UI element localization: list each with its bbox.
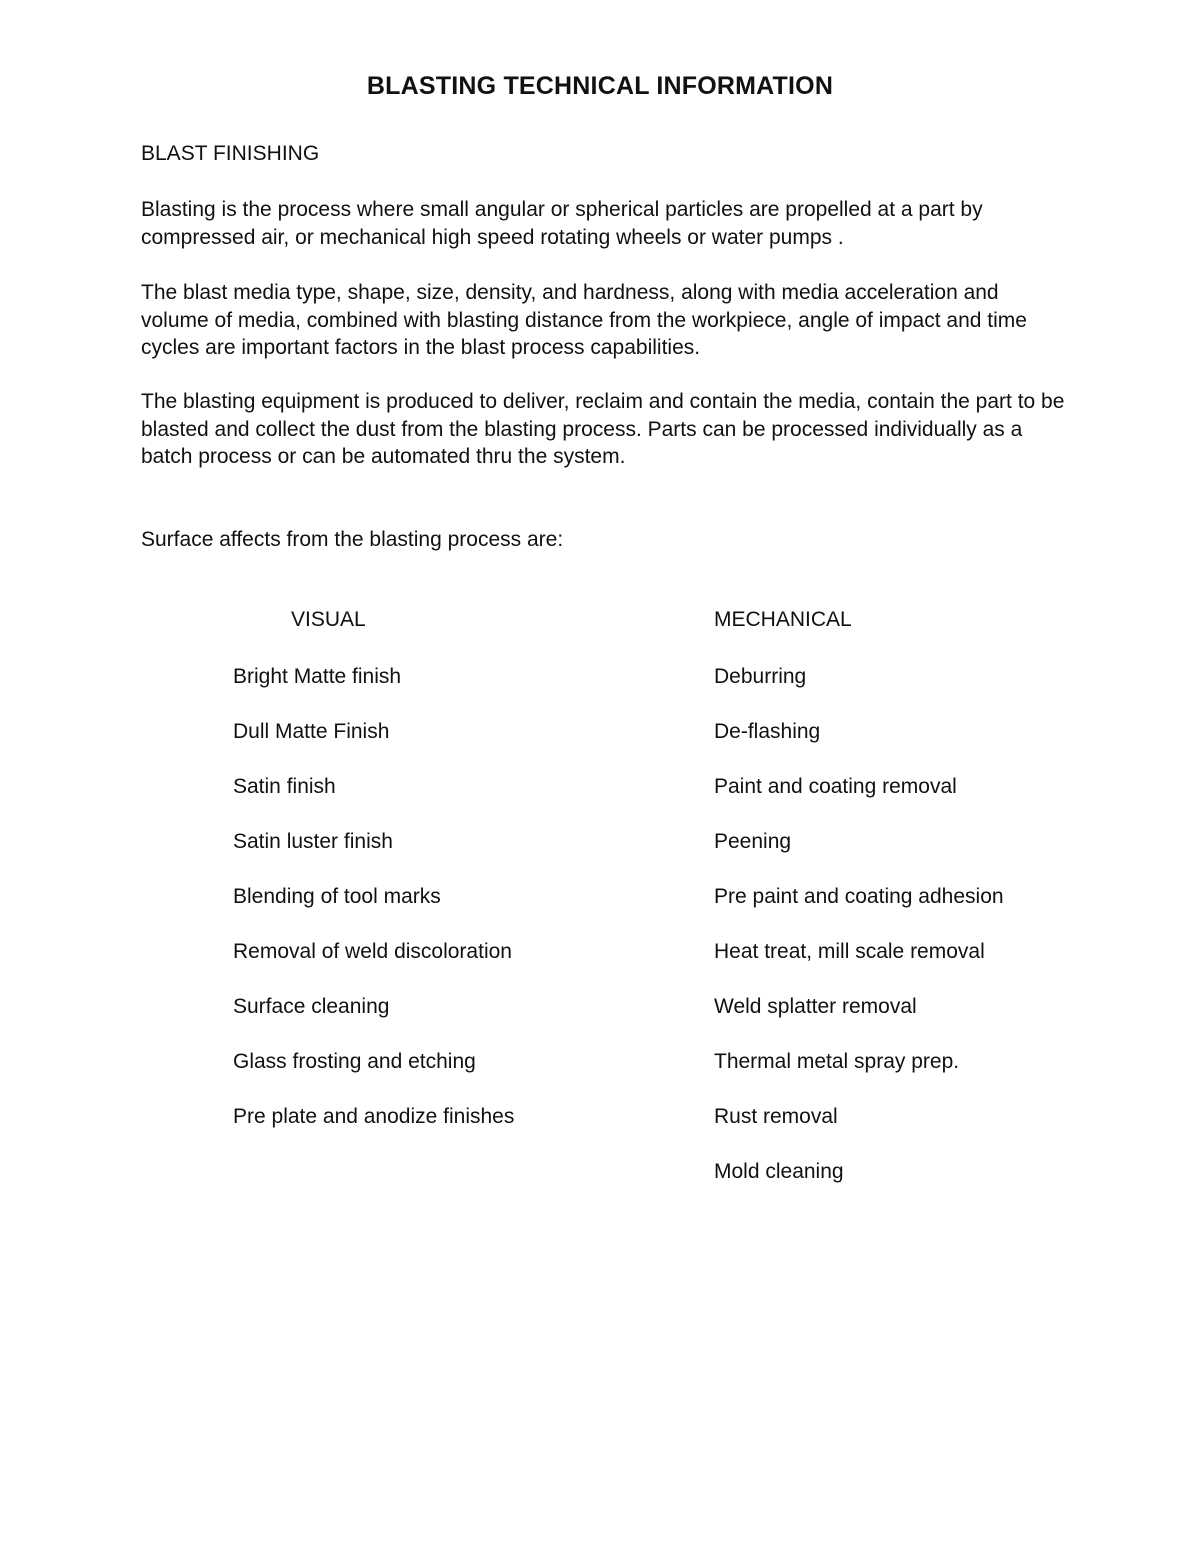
list-item: Dull Matte Finish: [233, 720, 390, 743]
paragraph-surface-affects-intro: Surface affects from the blasting process are:: [141, 528, 564, 551]
list-item: Mold cleaning: [714, 1160, 844, 1183]
list-item: Heat treat, mill scale removal: [714, 940, 985, 963]
list-item: De-flashing: [714, 720, 821, 743]
list-item: Pre paint and coating adhesion: [714, 885, 1004, 908]
list-item: Weld splatter removal: [714, 995, 917, 1018]
mechanical-effects-list: [714, 663, 1004, 1213]
visual-column-heading: VISUAL: [291, 608, 366, 631]
list-item: Pre plate and anodize finishes: [233, 1105, 515, 1128]
list-item: Satin finish: [233, 775, 336, 798]
list-item: Bright Matte finish: [233, 665, 402, 688]
list-item: Thermal metal spray prep.: [714, 1050, 960, 1073]
list-item: Glass frosting and etching: [233, 1050, 476, 1073]
list-item: Removal of weld discoloration: [233, 940, 512, 963]
list-item: Deburring: [714, 665, 807, 688]
list-item: Paint and coating removal: [714, 775, 957, 798]
section-heading: BLAST FINISHING: [141, 142, 320, 165]
document-title: BLASTING TECHNICAL INFORMATION: [366, 72, 834, 100]
list-item: Blending of tool marks: [233, 885, 441, 908]
paragraph-blasting-definition: Blasting is the process where small angular or spherical particles are propelled at a part by compressed air, or mechanical high speed rotating wheels or water pumps .: [141, 198, 983, 249]
list-item: Surface cleaning: [233, 995, 390, 1018]
paragraph-equipment: The blasting equipment is produced to deliver, reclaim and contain the media, contain the part to be blasted and collect the dust from the blasting process. Parts can be processed individually as a batch process or can be automated thru the system.: [141, 390, 1065, 468]
mechanical-column-heading: MECHANICAL: [714, 608, 852, 631]
list-item: Rust removal: [714, 1105, 838, 1128]
visual-effects-list: [233, 663, 514, 1158]
paragraph-media-factors: The blast media type, shape, size, density, and hardness, along with media acceleration and volume of media, combined with blasting distance from the workpiece, angle of impact and time cycles are important factors in the blast process capabilities.: [141, 281, 1027, 359]
list-item: Peening: [714, 830, 792, 853]
list-item: Satin luster finish: [233, 830, 393, 853]
